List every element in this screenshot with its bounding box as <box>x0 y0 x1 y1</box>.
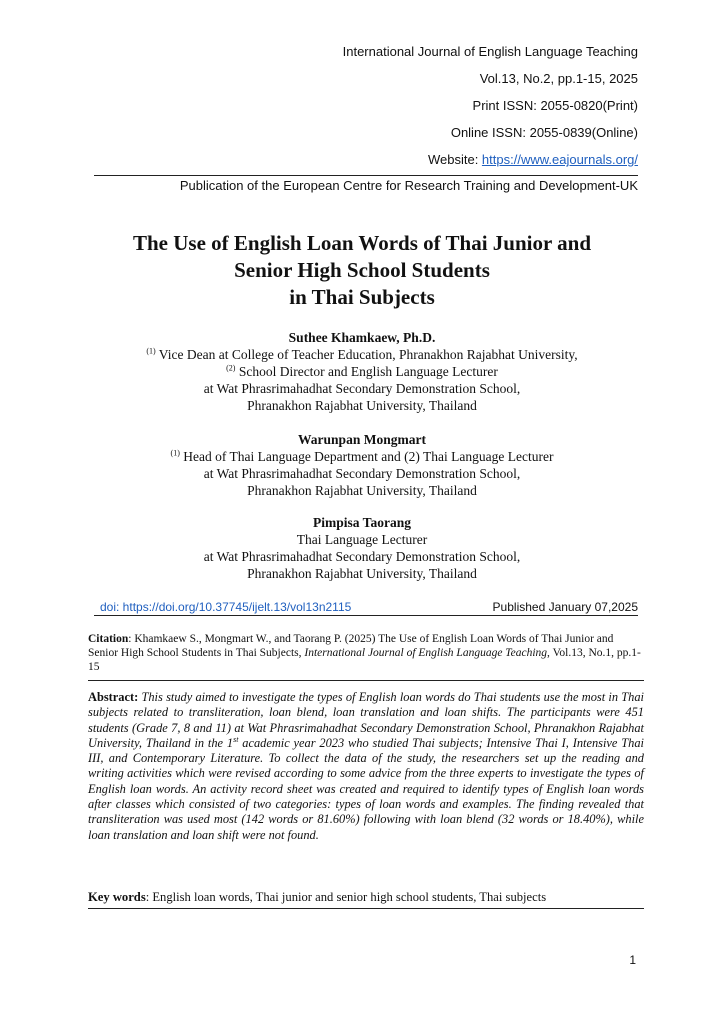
website-label: Website: <box>427 152 482 167</box>
paper-title <box>60 230 664 311</box>
affiliation-line: $^{(1)}$ Head of Thai Language Department and (2) Thai Language Lecturer <box>170 448 554 464</box>
title-line-1: The Use of English Loan Words of Thai Junior and <box>132 231 592 255</box>
citation: Citation: Khamkaew S., Mongmart W., and Taorang P. (2025) The Use of English Loan Words of Thai Junior and Senior High School Students in Thai Subjects, International Journal of English Language Teaching, Vol.13, No.1, pp.1-15 <box>88 633 641 673</box>
citation-journal: International Journal of English Language Teaching <box>304 647 548 659</box>
keywords-text: : English loan words, Thai junior and senior high school students, Thai subjects <box>145 890 547 904</box>
author-block-2 <box>60 431 664 499</box>
publisher-line: Publication of the European Centre for Research Training and Development-UK <box>179 178 638 193</box>
affiliation-line: at Wat Phrasrimahadhat Secondary Demonstration School, <box>203 549 521 564</box>
citation-label: Citation <box>88 633 129 645</box>
keywords-label: Key words <box>88 890 146 904</box>
author-block-1 <box>60 329 664 414</box>
author-name: Warunpan Mongmart <box>298 432 426 447</box>
affiliation-line: Phranakhon Rajabhat University, Thailand <box>247 483 477 498</box>
author-name: Pimpisa Taorang <box>313 515 411 530</box>
volume-info: Vol.13, No.2, pp.1-15, 2025 <box>479 71 638 86</box>
author-block-3 <box>60 514 664 582</box>
keywords <box>88 890 644 905</box>
title-line-3: in Thai Subjects <box>289 285 435 309</box>
doi-link[interactable]: doi: https://doi.org/10.37745/ijelt.13/vol13n2115 <box>100 600 352 614</box>
keywords-divider <box>88 908 644 909</box>
affiliation-line: at Wat Phrasrimahadhat Secondary Demonstration School, <box>203 381 521 396</box>
affiliation-line: Phranakhon Rajabhat University, Thailand <box>247 398 477 413</box>
doi-divider <box>94 615 638 616</box>
print-issn: Print ISSN: 2055-0820(Print) <box>472 98 638 113</box>
website-link[interactable]: https://www.eajournals.org/ <box>481 152 638 167</box>
affiliation-line: Thai Language Lecturer <box>296 532 428 547</box>
page-number: 1 <box>629 953 636 967</box>
abstract <box>88 690 644 843</box>
abstract-label: Abstract: <box>88 690 139 704</box>
affiliation-line: $^{(1)}$ Vice Dean at College of Teacher Education, Phranakhon Rajabhat University, <box>146 346 578 362</box>
title-line-2: Senior High School Students <box>234 258 490 282</box>
online-issn: Online ISSN: 2055-0839(Online) <box>450 125 638 140</box>
affiliation-line: Phranakhon Rajabhat University, Thailand <box>247 566 477 581</box>
journal-name: International Journal of English Language Teaching <box>342 44 638 59</box>
affiliation-line: at Wat Phrasrimahadhat Secondary Demonstration School, <box>203 466 521 481</box>
affiliation-line: $^{(2)}$ School Director and English Language Lecturer <box>226 363 498 379</box>
citation-divider <box>88 680 644 681</box>
header-divider <box>94 175 638 176</box>
published-date: Published January 07,2025 <box>492 600 638 614</box>
abstract-text: This study aimed to investigate the types of English loan words do Thai students use the most in Thai subjects related to transliteration, loan blend, loan translation and loan shifts. The participants were 451 students (Grade 7, 8 and 11) at Wat Phrasrimahadhat Secondary Demonstration School, Phranakhon Rajabhat University, Thailand in the 1st academic year 2023 who studied Thai subjects; Intensive Thai I, Intensive Thai III, and Contemporary Literature. To collect the data of the study, the researchers set up the reading and writing activities which were revised according to some advice from the three experts to investigate the types of English loan words. An activity record sheet was created and required to identify types of English loan words after classes which consisted of two categories: types of loan words and examples. The finding revealed that transliteration was used most (142 words or 81.60%) following with loan blend (32 words or 18.40%), while loan translation and loan shift were not found. <box>88 690 644 842</box>
website-line <box>428 152 638 167</box>
author-name: Suthee Khamkaew, Ph.D. <box>288 330 436 345</box>
